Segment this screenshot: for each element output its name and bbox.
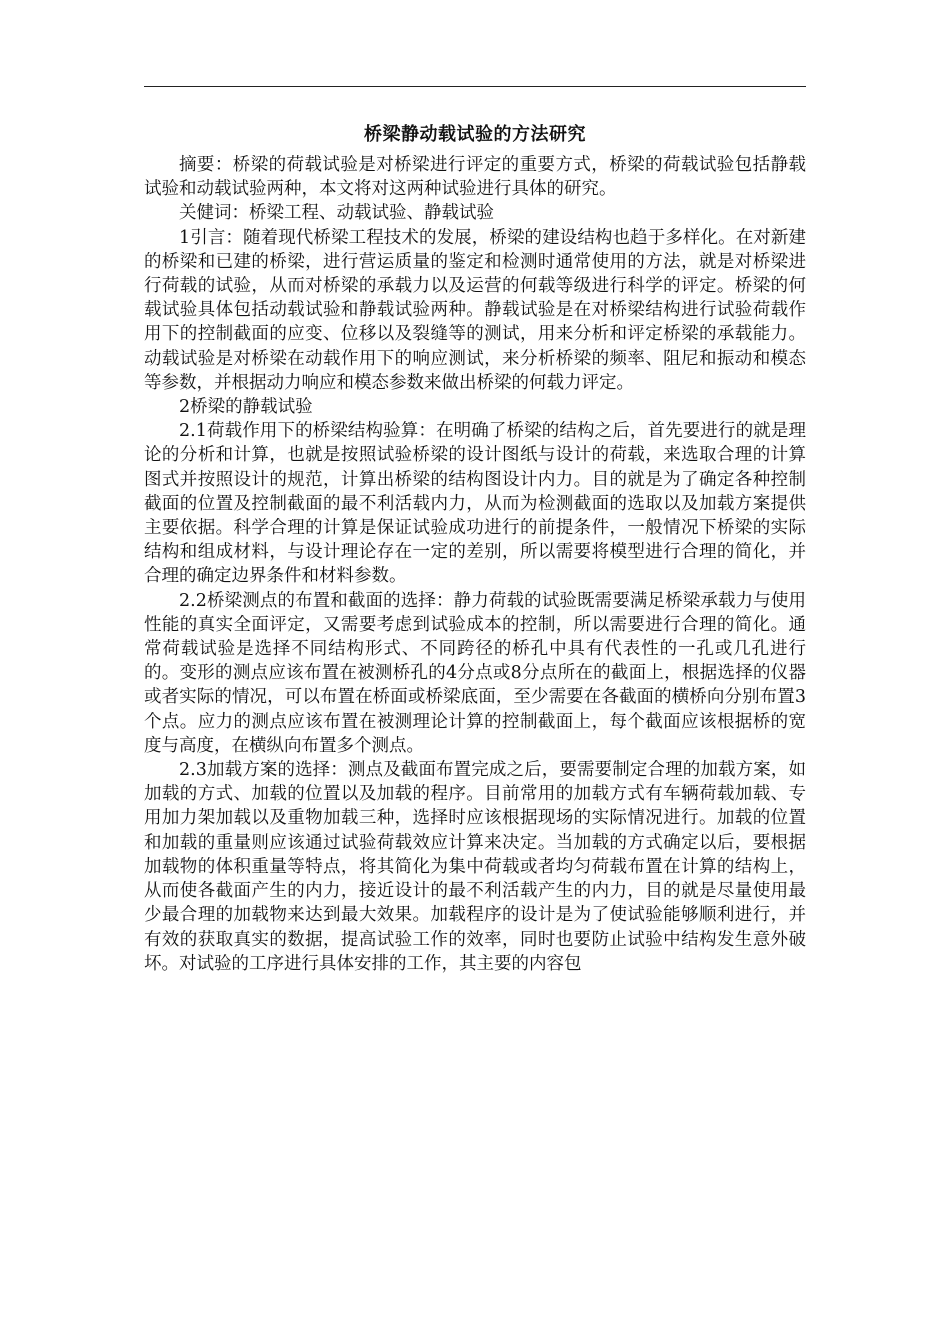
header-divider xyxy=(144,86,806,87)
document-title: 桥梁静动载试验的方法研究 xyxy=(364,124,586,145)
section-heading-static-load: 2桥梁的静载试验 xyxy=(179,397,313,418)
section-2-3-paragraph: 2.3加载方案的选择：测点及截面布置完成之后，要需要制定合理的加载方案，如加载的方式、加载的位置以及加载的程序。目前常用的加载方式有车辆荷载加载、专用加力架加载以及重物加载三种，选择时应该根据现场的实际情况进行。加载的位置和加载的重量则应该通过试验荷载效应计算来决定。当加载的方式确定以后，要根据加载物的体积重量等特点，将其简化为集中荷载或者均匀荷载布置在计算的结构上，从而使各截面产生的内力，接近设计的最不利活载产生的内力，目的就是尽量使用最少最合理的加载物来达到最大效果。加载程序的设计是为了使试验能够顺利进行，并有效的获取真实的数据，提高试验工作的效率，同时也要防止试验中结构发生意外破坏。对试验的工序进行具体安排的工作，其主要的内容包 xyxy=(144,760,806,974)
abstract-paragraph: 摘要：桥梁的荷载试验是对桥梁进行评定的重要方式，桥梁的荷载试验包括静载试验和动载试验两种，本文将对这两种试验进行具体的研究。 xyxy=(144,155,806,200)
introduction-paragraph: 1引言：随着现代桥梁工程技术的发展，桥梁的建设结构也趋于多样化。在对新建的桥梁和已建的桥梁，进行营运质量的鉴定和检测时通常使用的方法，就是对桥梁进行荷载的试验，从而对桥梁的承载力以及运营的何载等级进行科学的评定。桥梁的何载试验具体包括动载试验和静载试验两种。静载试验是在对桥梁结构进行试验荷载作用下的控制截面的应变、位移以及裂缝等的测试，用来分析和评定桥梁的承载能力。动载试验是对桥梁在动载作用下的响应测试，来分析桥梁的频率、阻尼和振动和模态等参数，并根据动力响应和模态参数来做出桥梁的何载力评定。 xyxy=(144,227,806,393)
section-2-1-paragraph: 2.1荷载作用下的桥梁结构验算：在明确了桥梁的结构之后，首先要进行的就是理论的分析和计算，也就是按照试验桥梁的设计图纸与设计的荷载，来选取合理的计算图式并按照设计的规范，计算出桥梁的结构图设计内力。目的就是为了确定各种控制截面的位置及控制截面的最不利活载内力，从而为检测截面的选取以及加载方案提供主要依据。科学合理的计算是保证试验成功进行的前提条件，一般情况下桥梁的实际结构和组成材料，与设计理论存在一定的差别，所以需要将模型进行合理的简化，并合理的确定边界条件和材料参数。 xyxy=(144,421,806,587)
section-2-2-paragraph: 2.2桥梁测点的布置和截面的选择：静力荷载的试验既需要满足桥梁承载力与使用性能的真实全面评定，又需要考虑到试验成本的控制，所以需要进行合理的简化。通常荷载试验是选择不同结构形式、不同跨径的桥孔中具有代表性的一孔或几孔进行的。变形的测点应该布置在被测桥孔的4分点或8分点所在的截面上，根据选择的仪器或者实际的情况，可以布置在桥面或桥梁底面，至少需要在各截面的横桥向分别布置3个点。应力的测点应该布置在被测理论计算的控制截面上，每个截面应该根据桥的宽度与高度，在横纵向布置多个测点。 xyxy=(144,590,806,756)
keywords-paragraph: 关健词：桥梁工程、动载试验、静载试验 xyxy=(179,203,494,224)
document-body xyxy=(144,117,806,976)
